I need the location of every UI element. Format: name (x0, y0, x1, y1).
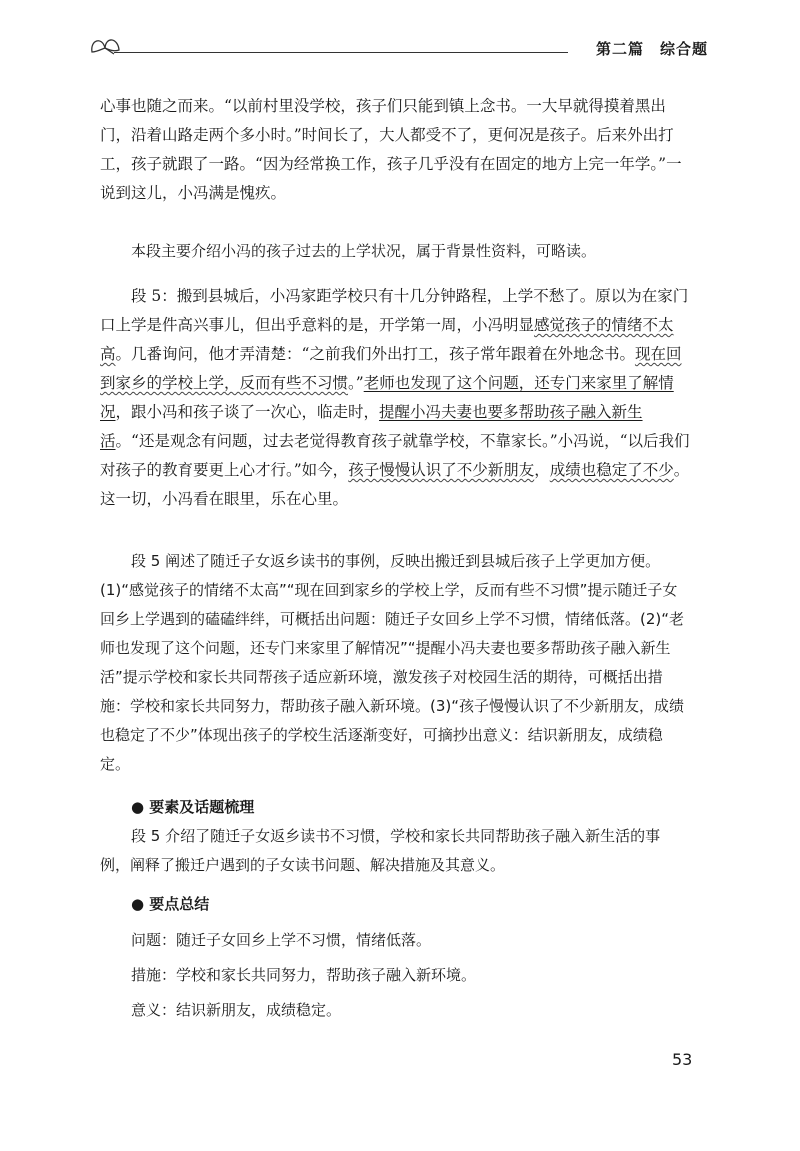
page-number: 53 (672, 1050, 693, 1069)
wavy-underlined-text: 成绩也稳定了不少 (549, 461, 674, 479)
header-section: 综合题 (659, 40, 708, 58)
topic-text: 段 5 介绍了随迁子女返乡读书不习惯，学校和家长共同帮助孩子融入新生活的事例，阐释了搬迁户遇到的子女读书问题、解决措施及其意义。 (100, 827, 661, 874)
header-part: 第二篇 (595, 40, 644, 58)
wavy-underlined-text: 现在回到家乡的学校上学，反而有些不习惯 (100, 345, 682, 392)
bullet-heading: ● 要素及话题梳理 (131, 798, 255, 816)
note-text: 本段主要介绍小冯的孩子过去的上学状况，属于背景性资料，可略读。 (131, 242, 597, 260)
text-span: 。” (348, 374, 364, 392)
wavy-underlined-text: 孩子慢慢认识了不少新朋友 (348, 461, 535, 479)
paragraph-5 (100, 282, 690, 514)
leaf-ornament-icon (88, 30, 122, 60)
summary-meaning: 意义：结识新朋友，成绩稳定。 (131, 1001, 342, 1019)
wavy-underlined-text: 感觉孩子的情绪不太高 (100, 316, 674, 363)
summary-list (100, 926, 690, 1025)
summary-measure: 措施：学校和家长共同努力，帮助孩子融入新环境。 (131, 966, 477, 984)
text-span: ， (534, 461, 550, 479)
text-span: 段 5：搬到县城后，小冯家距学校只有十几分钟路程，上学不愁了。原以为在家门口上学是件高兴事儿，但出乎意料的是，开学第一周，小冯明显 (100, 287, 689, 334)
section-heading-summary (100, 890, 690, 919)
underlined-text: 老师也发现了这个问题，还专门来家里了解情况 (100, 374, 674, 421)
bullet-heading: ● 要点总结 (131, 895, 210, 913)
analysis-text: 段 5 阐述了随迁子女返乡读书的事例，反映出搬迁到县城后孩子上学更加方便。(1)“感觉孩子的情绪不太高”“现在回到家乡的学校上学，反而有些不习惯”提示随迁子女回乡上学遇到的磕磕绊绊，可概括出问题：随迁子女回乡上学不习惯，情绪低落。(2)“老师也发现了这个问题，还专门来家里了解情况”“提醒小冯夫妻也要多帮助孩子融入新生活”提示学校和家长共同帮孩子适应新环境，激发孩子对校园生活的期待，可概括出措施：学校和家长共同努力，帮助孩子融入新环境。(3)“孩子慢慢认识了不少新朋友，成绩也稳定了不少”体现出孩子的学校生活逐渐变好，可摘抄出意义：结识新朋友，成绩稳定。 (100, 552, 685, 773)
header-title (596, 38, 708, 59)
page-header (88, 30, 708, 60)
text-span: ，跟小冯和孩子谈了一次心，临走时， (115, 403, 380, 421)
reading-note (100, 237, 690, 266)
text-span: 。“还是观念有问题，过去老觉得教育孩子就靠学校，不靠家长。”小冯说，“以后我们对孩子的教育要更上心才行。”如今， (100, 432, 690, 479)
section-heading-topics (100, 793, 690, 822)
paragraph-text: 心事也随之而来。“以前村里没学校，孩子们只能到镇上念书。一大早就得摸着黑出门，沿着山路走两个多小时。”时间长了，大人都受不了，更何况是孩子。后来外出打工，孩子就跟了一路。“因为经常换工作，孩子几乎没有在固定的地方上完一年学。”一说到这儿，小冯满是愧疚。 (100, 97, 682, 202)
underlined-text: 提醒小冯夫妻也要多帮助孩子融入新生活 (100, 403, 643, 450)
paragraph-5-text (100, 282, 690, 514)
text-span: 。这一切，小冯看在眼里，乐在心里。 (100, 461, 690, 508)
summary-problem: 问题：随迁子女回乡上学不习惯，情绪低落。 (131, 931, 432, 949)
header-rule (114, 52, 568, 53)
analysis-paragraph (100, 547, 690, 779)
paragraph-continued (100, 92, 690, 208)
topic-paragraph (100, 822, 690, 880)
text-span: 。几番询问，他才弄清楚：“之前我们外出打工，孩子常年跟着在外地念书。 (115, 345, 635, 363)
